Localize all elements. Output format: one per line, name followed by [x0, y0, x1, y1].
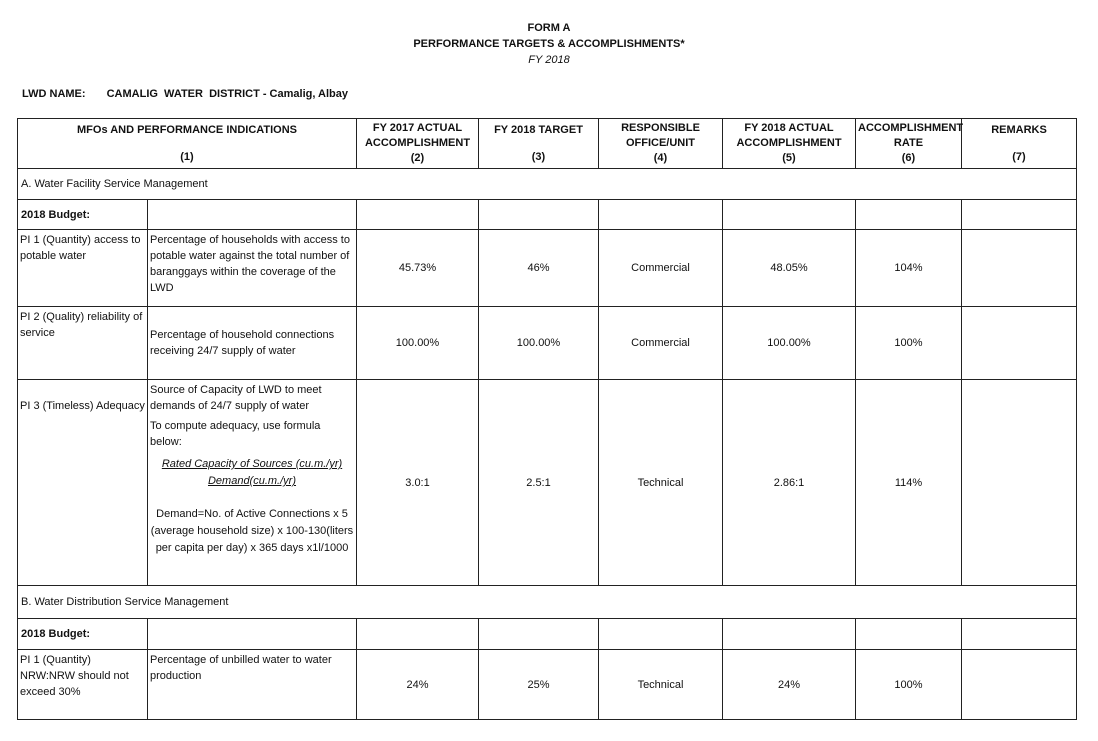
- col-header-rate: [856, 119, 962, 169]
- empty-cell: [479, 200, 599, 230]
- rate-value: 100%: [856, 307, 962, 380]
- col-header-office: [599, 119, 723, 169]
- office-value: Commercial: [599, 230, 723, 307]
- table-header-row: [18, 119, 1077, 169]
- empty-cell: [148, 619, 357, 650]
- lwd-name-line: [22, 88, 348, 100]
- empty-cell: [148, 200, 357, 230]
- budget-row: [18, 200, 1077, 230]
- empty-cell: [723, 619, 856, 650]
- col-header-remarks: [962, 119, 1077, 169]
- remarks-value: [962, 380, 1077, 586]
- table-row: [18, 307, 1077, 380]
- pi-label: PI 1 (Quantity) access to potable water: [18, 230, 148, 307]
- remarks-value: [962, 230, 1077, 307]
- office-value: Technical: [599, 380, 723, 586]
- col-num: (3): [531, 150, 546, 163]
- target-value: 46%: [479, 230, 599, 307]
- actual-value: 100.00%: [723, 307, 856, 380]
- col-title: FY 2018 ACTUAL ACCOMPLISHMENT: [736, 122, 842, 149]
- pi-description: [148, 380, 357, 586]
- pi-description: Percentage of unbilled water to water production: [148, 650, 357, 720]
- budget-label: 2018 Budget:: [18, 619, 148, 650]
- section-title: B. Water Distribution Service Management: [18, 586, 1077, 619]
- col-num: (7): [1012, 150, 1026, 163]
- fy2017-value: 100.00%: [357, 307, 479, 380]
- fy2017-value: 45.73%: [357, 230, 479, 307]
- col-num: (6): [901, 152, 916, 164]
- empty-cell: [599, 619, 723, 650]
- pi-description: Percentage of household connections receiving 24/7 supply of water: [148, 307, 357, 380]
- demand-formula-note: Demand=No. of Active Connections x 5 (average household size) x 100-130(liters per capita per day) x 365 days x1l/1000: [150, 508, 354, 554]
- formula-denominator: Demand(cu.m./yr): [207, 475, 297, 487]
- pi-description: Percentage of households with access to potable water against the total number of baranggays within the coverage of the LWD: [148, 230, 357, 307]
- lwd-name-value: CAMALIG WATER DISTRICT - Camalig, Albay: [106, 88, 349, 100]
- pi-description-text: Source of Capacity of LWD to meet demands of 24/7 supply of water: [150, 384, 322, 412]
- rate-value: 100%: [856, 650, 962, 720]
- office-value: Commercial: [599, 307, 723, 380]
- col-title: ACCOMPLISHMENT RATE: [858, 122, 964, 149]
- col-title: FY 2017 ACTUAL ACCOMPLISHMENT: [364, 122, 471, 149]
- office-value: Technical: [599, 650, 723, 720]
- document-title: PERFORMANCE TARGETS & ACCOMPLISHMENTS*: [413, 38, 685, 50]
- empty-cell: [962, 200, 1077, 230]
- col-num: (2): [410, 152, 425, 164]
- empty-cell: [856, 200, 962, 230]
- formula-numerator: Rated Capacity of Sources (cu.m./yr): [161, 458, 343, 470]
- empty-cell: [723, 200, 856, 230]
- empty-cell: [856, 619, 962, 650]
- target-value: 25%: [479, 650, 599, 720]
- col-header-fy2017: [357, 119, 479, 169]
- fiscal-year: FY 2018: [528, 54, 570, 66]
- col-num: (5): [782, 152, 796, 164]
- section-row: [18, 586, 1077, 619]
- lwd-name-label: LWD NAME:: [22, 88, 86, 100]
- pi-label: PI 3 (Timeless) Adequacy: [18, 380, 148, 586]
- formula-instruction: To compute adequacy, use formula below:: [150, 420, 321, 448]
- pi-label: PI 2 (Quality) reliability of service: [18, 307, 148, 380]
- empty-cell: [357, 200, 479, 230]
- pi-label: PI 1 (Quantity) NRW:NRW should not exceed 30%: [18, 650, 148, 720]
- rate-value: 114%: [856, 380, 962, 586]
- col-header-actual: [723, 119, 856, 169]
- col-title: MFOs AND PERFORMANCE INDICATIONS: [77, 123, 297, 136]
- fy2017-value: 24%: [357, 650, 479, 720]
- remarks-value: [962, 307, 1077, 380]
- table-row: [18, 380, 1077, 586]
- empty-cell: [479, 619, 599, 650]
- budget-label: 2018 Budget:: [18, 200, 148, 230]
- remarks-value: [962, 650, 1077, 720]
- target-value: 100.00%: [479, 307, 599, 380]
- actual-value: 48.05%: [723, 230, 856, 307]
- table-row: [18, 230, 1077, 307]
- col-num: (4): [653, 152, 668, 164]
- rate-value: 104%: [856, 230, 962, 307]
- col-title: RESPONSIBLE OFFICE/UNIT: [621, 122, 700, 149]
- col-title: FY 2018 TARGET: [494, 123, 583, 136]
- col-header-target: [479, 119, 599, 169]
- col-num: (1): [180, 150, 194, 163]
- empty-cell: [599, 200, 723, 230]
- actual-value: 2.86:1: [723, 380, 856, 586]
- empty-cell: [962, 619, 1077, 650]
- target-value: 2.5:1: [479, 380, 599, 586]
- empty-cell: [357, 619, 479, 650]
- fy2017-value: 3.0:1: [357, 380, 479, 586]
- col-header-mfo: [18, 119, 357, 169]
- section-title: A. Water Facility Service Management: [18, 169, 1077, 200]
- table-row: [18, 650, 1077, 720]
- form-label: FORM A: [527, 22, 571, 34]
- actual-value: 24%: [723, 650, 856, 720]
- budget-row: [18, 619, 1077, 650]
- section-row: [18, 169, 1077, 200]
- performance-table: [17, 118, 1077, 720]
- col-title: REMARKS: [991, 123, 1047, 136]
